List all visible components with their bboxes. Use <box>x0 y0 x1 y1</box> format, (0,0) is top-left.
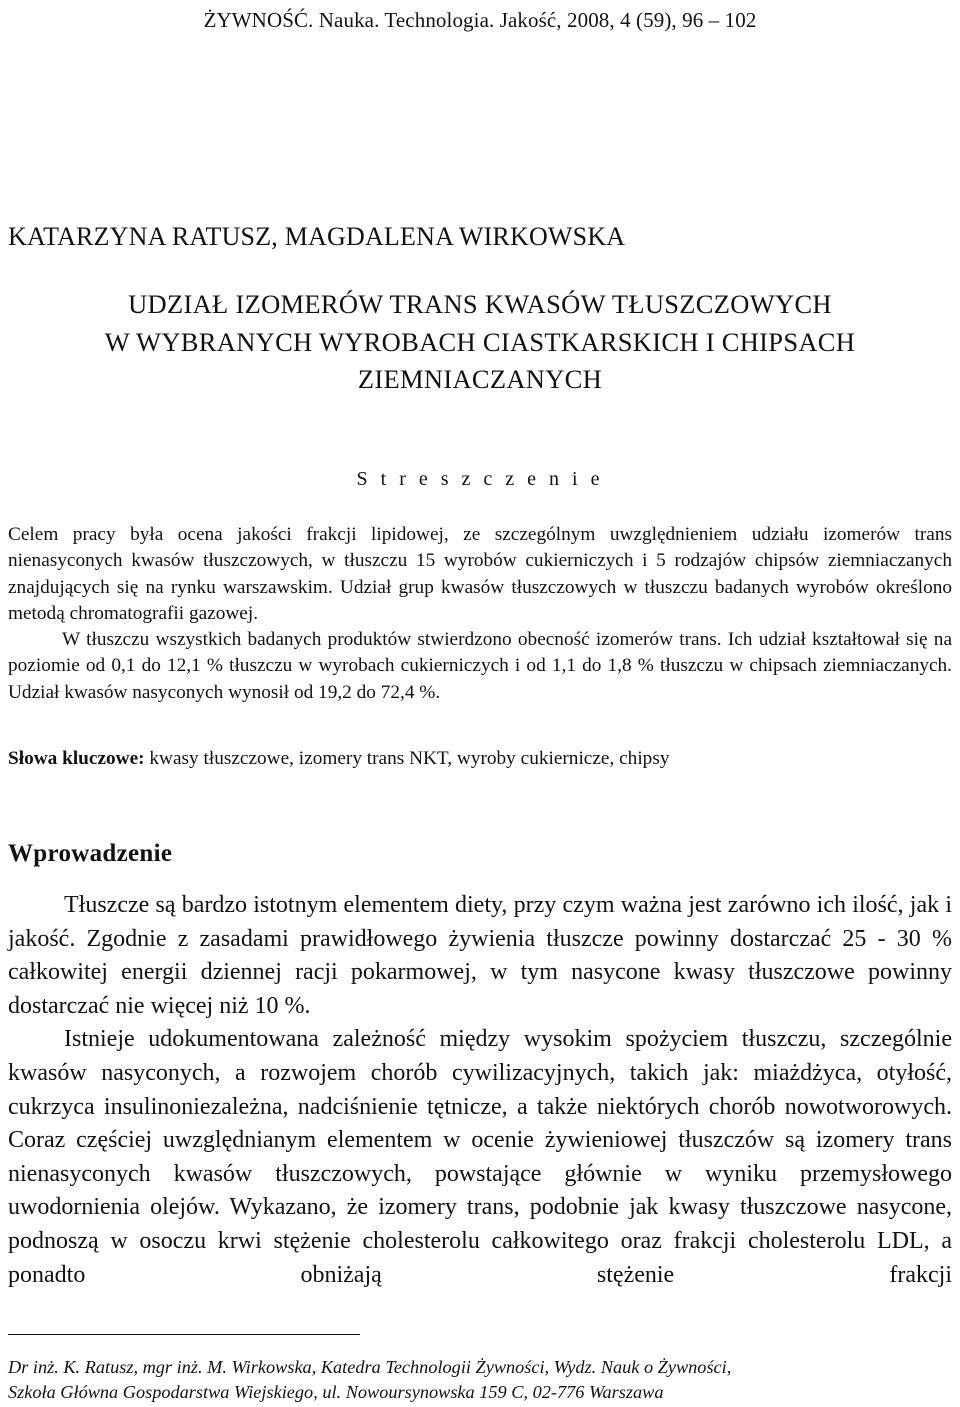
footnote-line: Dr inż. K. Ratusz, mgr inż. M. Wirkowska, Katedra Technologii Żywności, Wydz. Nauk o Żywności, <box>8 1357 732 1377</box>
introduction-body <box>8 889 952 1292</box>
keywords <box>8 748 669 770</box>
body-paragraph: Istnieje udokumentowana zależność między wysokim spożyciem tłuszczu, szczególnie kwasów nasyconych, a rozwojem chorób cywilizacyjnych, takich jak: miażdżyca, otyłość, cukrzyca insulinoniezależna, nadciśnienie tętnicze, a także niektórych chorób nowotworowych. Coraz częściej uwzględnianym elementem w ocenie żywieniowej tłuszczów są izomery trans nienasyconych kwasów tłuszczowych, powstające głównie w wyniku przemysłowego uwodornienia olejów. Wykazano, że izomery trans, podobnie jak kwasy tłuszczowe nasycone, podnoszą w osoczu krwi stężenie cholesterolu całkowitego oraz frakcji cholesterolu LDL, a ponadto obniżają stężenie frakcji <box>8 1026 952 1288</box>
journal-header: ŻYWNOŚĆ. Nauka. Technologia. Jakość, 2008, 4 (59), 96 – 102 <box>203 8 757 32</box>
article-title <box>0 286 960 399</box>
authors: KATARZYNA RATUSZ, MAGDALENA WIRKOWSKA <box>8 222 626 251</box>
abstract-paragraph: Celem pracy była ocena jakości frakcji lipidowej, ze szczególnym uwzględnieniem udziału izomerów trans nienasyconych kwasów tłuszczowych, w tłuszczu 15 wyrobów cukierniczych i 5 rodzajów chipsów ziemniaczanych znajdujących się na rynku warszawskim. Udział grup kwasów tłuszczowych w tłuszczu badanych wyrobów określono metodą chromatografii gazowej. <box>8 524 952 624</box>
body-paragraph: Tłuszcze są bardzo istotnym elementem diety, przy czym ważna jest zarówno ich ilość, jak i jakość. Zgodnie z zasadami prawidłowego żywienia tłuszcze powinny dostarczać 25 - 30 % całkowitej energii dziennej racji pokarmowej, w tym nasycone kwasy tłuszczowe powinny dostarczać nie więcej niż 10 %. <box>8 892 952 1019</box>
title-line: UDZIAŁ IZOMERÓW TRANS KWASÓW TŁUSZCZOWYCH <box>128 289 832 319</box>
title-line: ZIEMNIACZANYCH <box>357 364 603 394</box>
abstract-paragraph: W tłuszczu wszystkich badanych produktów stwierdzono obecność izomerów trans. Ich udział kształtował się na poziomie od 0,1 do 12,1 % tłuszczu w wyrobach cukierniczych i od 1,1 do 1,8 % tłuszczu w chipsach ziemniaczanych. Udział kwasów nasyconych wynosił od 19,2 do 72,4 %. <box>8 629 952 703</box>
footnote-line: Szkoła Główna Gospodarstwa Wiejskiego, ul. Nowoursynowska 159 C, 02-776 Warszawa <box>8 1382 664 1402</box>
section-heading-introduction: Wprowadzenie <box>8 840 173 867</box>
keywords-label: Słowa kluczowe: <box>8 748 145 769</box>
abstract-heading: S t r e s z c z e n i e <box>356 468 604 490</box>
footnote-rule <box>8 1334 360 1335</box>
title-line: W WYBRANYCH WYROBACH CIASTKARSKICH I CHIPSACH <box>104 326 856 357</box>
author-affiliation-footnote <box>8 1355 731 1405</box>
abstract-body <box>8 522 952 706</box>
keywords-text: kwasy tłuszczowe, izomery trans NKT, wyroby cukiernicze, chipsy <box>144 748 670 769</box>
